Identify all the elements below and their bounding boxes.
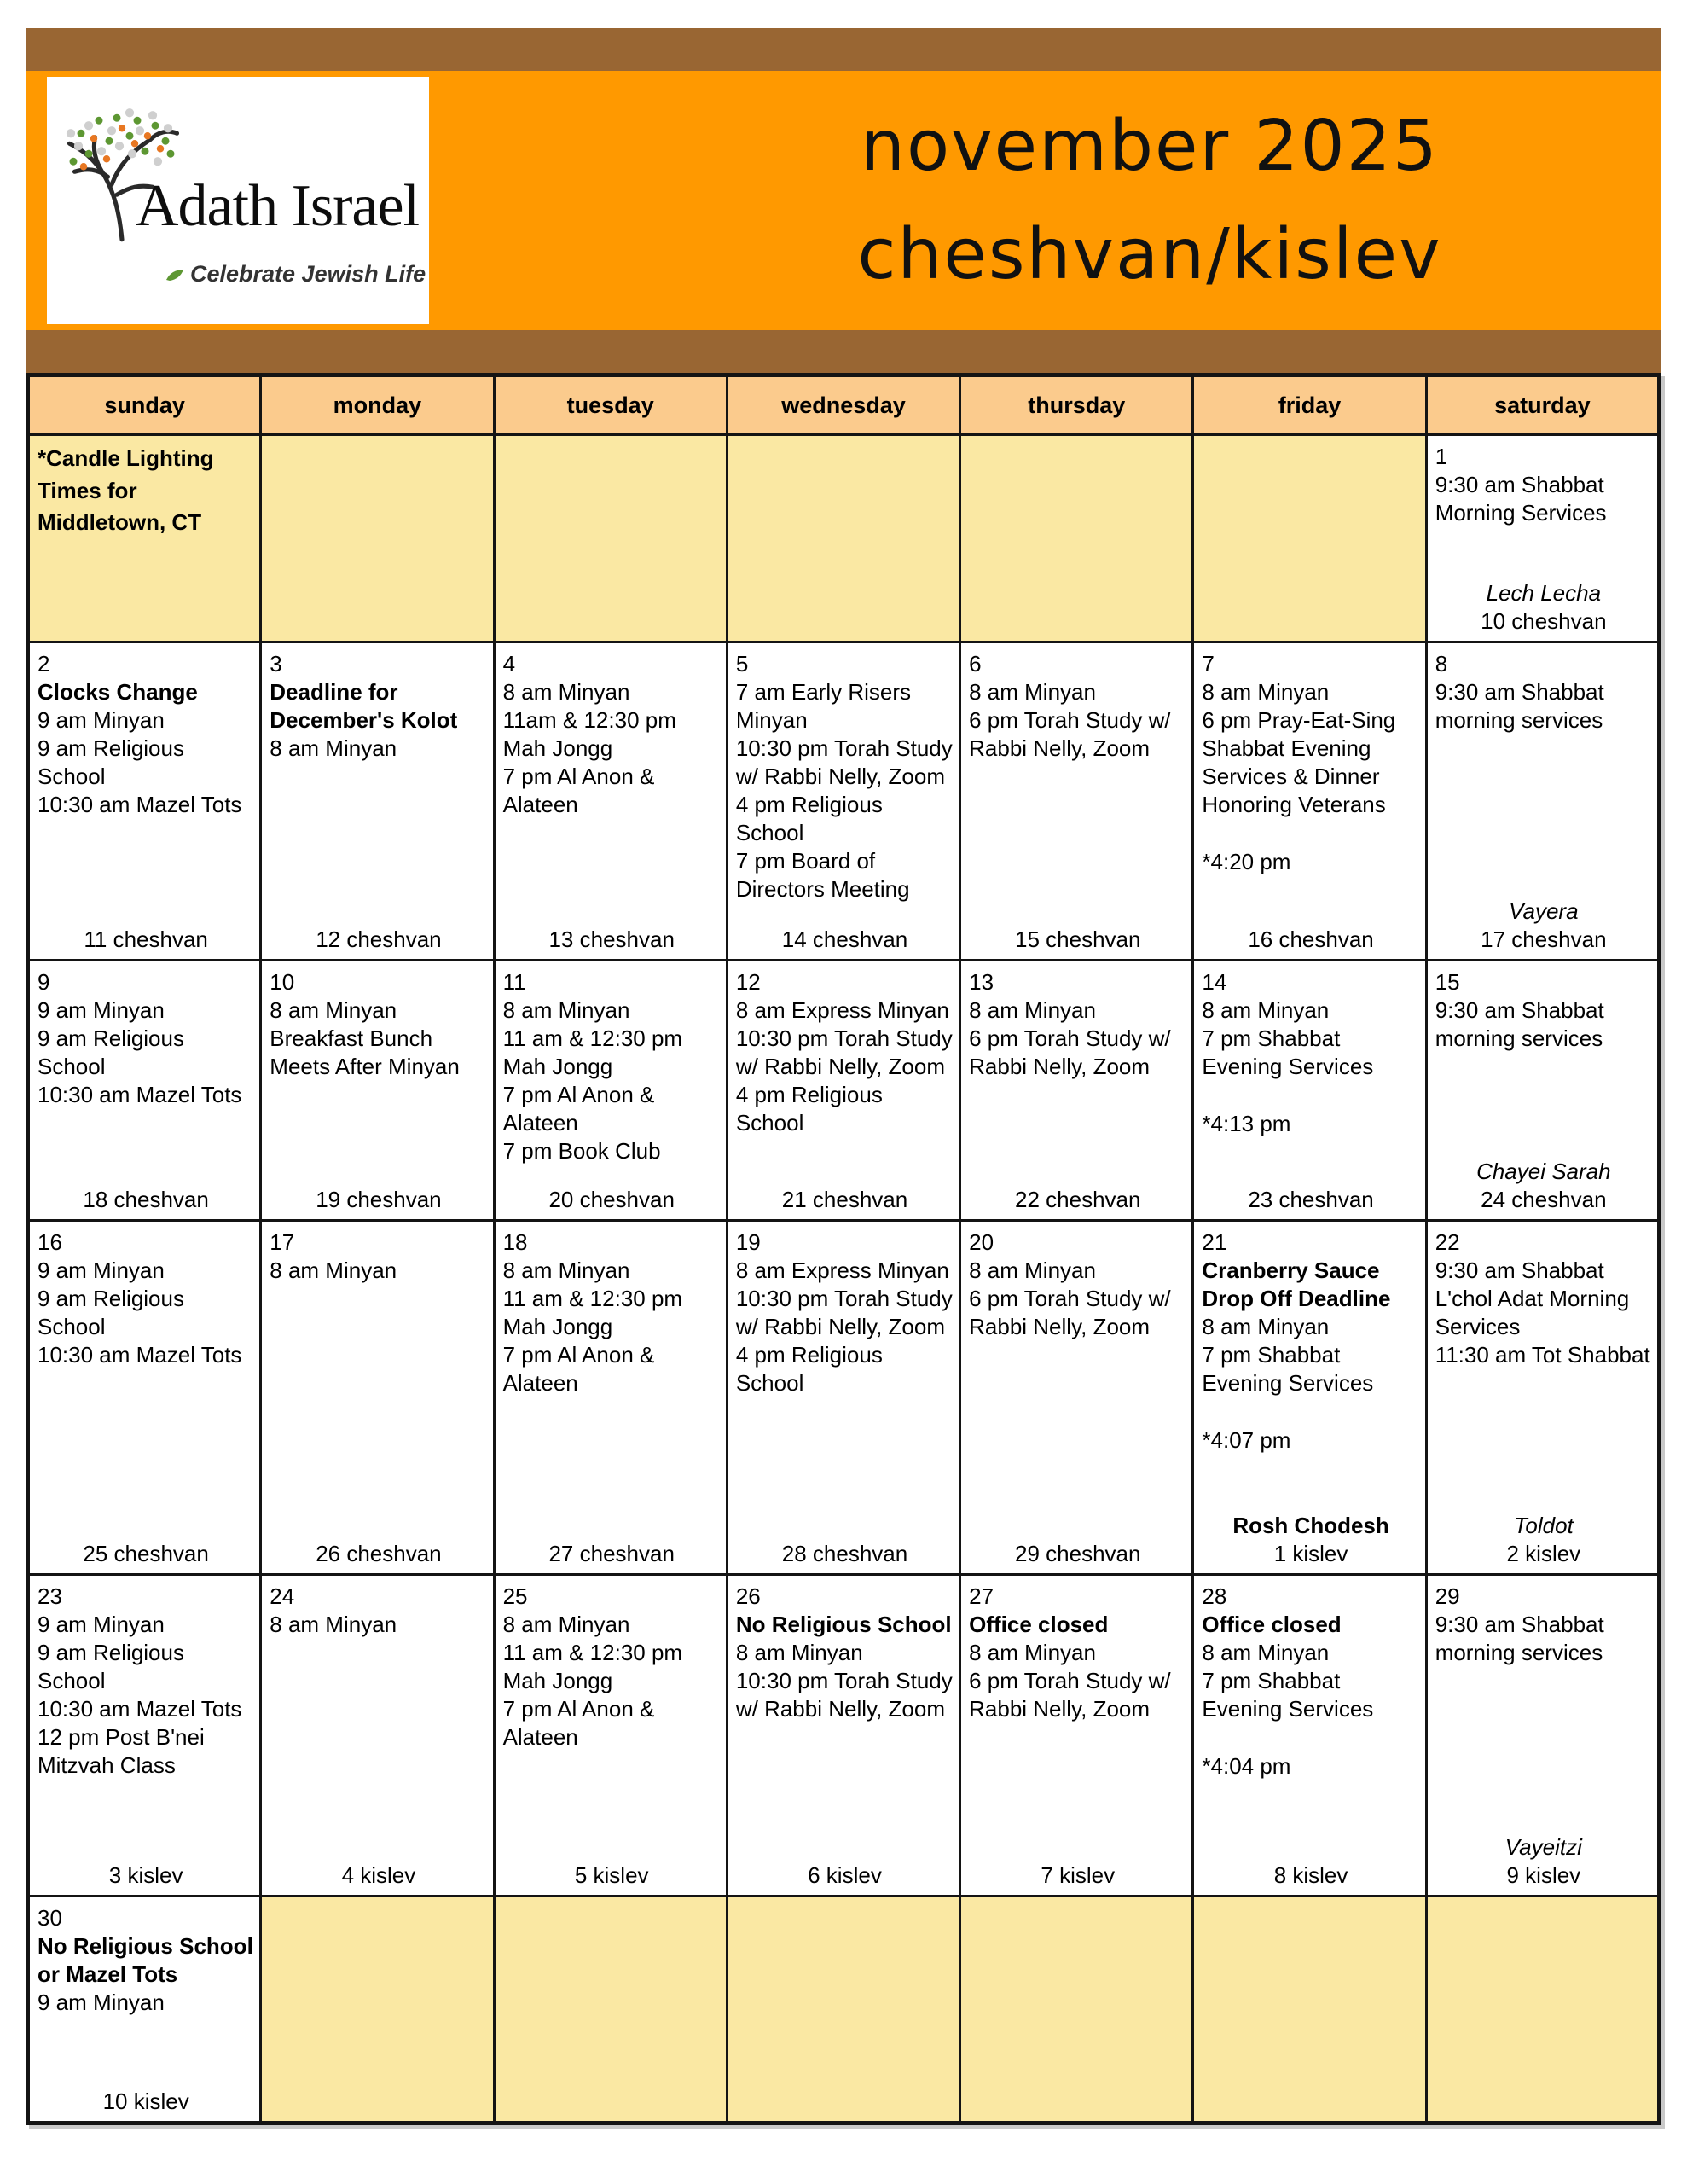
day-number: 5 <box>735 651 749 677</box>
event: 8 am Minyan <box>735 1640 863 1666</box>
event: 8 am Minyan <box>502 679 630 706</box>
candle-lighting-note: *Candle Lighting Times for Middletown, CT <box>38 445 214 536</box>
event: 6 pm Torah Study w/ Rabbi Nelly, Zoom <box>969 1668 1171 1722</box>
empty-cell <box>960 1896 1193 2123</box>
event-list <box>503 1611 721 1751</box>
event: Cranberry Sauce Drop Off Deadline <box>1202 1258 1391 1312</box>
weekday-header-sunday: sunday <box>28 375 261 435</box>
hebrew-date: 28 cheshvan <box>781 1540 908 1566</box>
event: 6 pm Torah Study w/ Rabbi Nelly, Zoom <box>969 1286 1171 1340</box>
event: 6 pm Pray-Eat-Sing Shabbat Evening Services & Dinner Honoring Veterans <box>1202 707 1396 818</box>
parsha-name: Lech Lecha <box>1486 579 1602 606</box>
cell-footer <box>38 2088 254 2116</box>
hebrew-date: 23 cheshvan <box>1248 1186 1374 1212</box>
cell-footer <box>503 1540 721 1568</box>
cell-footer <box>270 1540 487 1568</box>
hebrew-date: 3 kislev <box>108 1862 183 1888</box>
hebrew-date: 18 cheshvan <box>83 1186 209 1212</box>
candle-note-cell <box>28 435 261 642</box>
event-list <box>270 1257 487 1285</box>
hebrew-date: 1 kislev <box>1273 1540 1348 1566</box>
event: 8 am Minyan <box>502 997 630 1024</box>
event-list <box>503 678 721 819</box>
logo-tagline-row <box>165 261 426 288</box>
event: 8 am Minyan <box>502 1258 630 1284</box>
cell-footer <box>969 1186 1186 1214</box>
day-cell <box>28 1575 261 1896</box>
event: 11:30 am Tot Shabbat <box>1435 1342 1650 1368</box>
event: 9 am Religious School <box>38 735 184 790</box>
cell-footer <box>38 926 254 954</box>
day-number: 10 <box>270 969 295 995</box>
day-number: 2 <box>38 651 50 677</box>
event: 7 pm Shabbat Evening Services <box>1202 1025 1374 1080</box>
day-cell <box>727 642 959 961</box>
hebrew-date: 29 cheshvan <box>1015 1540 1141 1566</box>
event: Clocks Change <box>38 679 198 706</box>
leaf-icon <box>165 261 185 288</box>
hebrew-date: 14 cheshvan <box>781 926 908 952</box>
day-number: 29 <box>1435 1583 1460 1609</box>
day-cell <box>727 961 959 1221</box>
day-number: 27 <box>969 1583 994 1609</box>
hebrew-date: 13 cheshvan <box>548 926 675 952</box>
event: 8 am Express Minyan <box>735 997 949 1024</box>
hebrew-date: 20 cheshvan <box>548 1186 675 1212</box>
hebrew-date: 15 cheshvan <box>1015 926 1141 952</box>
event-list <box>1202 678 1419 819</box>
event-list <box>736 1611 954 1723</box>
weekday-header-thursday: thursday <box>960 375 1193 435</box>
hebrew-date: 2 kislev <box>1506 1540 1581 1566</box>
day-cell <box>960 642 1193 961</box>
event: No Religious School <box>735 1612 952 1638</box>
cell-footer <box>969 1862 1186 1890</box>
event: 9 am Minyan <box>38 1612 165 1638</box>
event: 7 pm Book Club <box>502 1138 661 1165</box>
event-list <box>736 678 954 903</box>
event: 7 pm Al Anon & Alateen <box>502 1342 655 1397</box>
cell-footer <box>503 1186 721 1214</box>
weekday-header-tuesday: tuesday <box>494 375 727 435</box>
hebrew-date: 8 kislev <box>1273 1862 1348 1888</box>
event: 9:30 am Shabbat morning services <box>1435 997 1604 1052</box>
event: 8 am Minyan <box>1202 997 1330 1024</box>
hebrew-date: 24 cheshvan <box>1481 1186 1607 1212</box>
holiday-label: Rosh Chodesh <box>1232 1512 1389 1538</box>
event-list <box>969 678 1186 763</box>
day-number: 24 <box>270 1583 295 1609</box>
day-number: 19 <box>735 1229 761 1255</box>
day-number: 6 <box>969 651 982 677</box>
event: 9:30 am Shabbat L'chol Adat Morning Services <box>1435 1258 1630 1340</box>
event: Deadline for December's Kolot <box>270 679 458 734</box>
day-number: 11 <box>502 969 526 995</box>
empty-cell <box>494 435 727 642</box>
hebrew-date: 7 kislev <box>1041 1862 1116 1888</box>
event: Office closed <box>969 1612 1109 1638</box>
event: 7 pm Al Anon & Alateen <box>502 764 655 818</box>
day-cell <box>1426 1575 1659 1896</box>
cell-footer <box>969 926 1186 954</box>
day-cell <box>28 1221 261 1575</box>
parsha-name: Vayera <box>1509 897 1579 924</box>
event: 10:30 pm Torah Study w/ Rabbi Nelly, Zoom <box>735 1668 953 1722</box>
empty-cell <box>1193 435 1426 642</box>
empty-cell <box>261 435 494 642</box>
weekday-header-wednesday: wednesday <box>727 375 959 435</box>
candle-lighting-time: *4:04 pm <box>1202 1753 1291 1780</box>
calendar-week-row <box>28 1896 1660 2123</box>
event: 7 am Early Risers Minyan <box>735 679 911 734</box>
event: 9 am Religious School <box>38 1025 184 1080</box>
event: 11am & 12:30 pm Mah Jongg <box>502 707 676 762</box>
day-cell <box>960 1575 1193 1896</box>
event-list <box>270 1611 487 1639</box>
calendar-body <box>28 435 1660 2123</box>
event: 9:30 am Shabbat morning services <box>1435 679 1604 734</box>
event-list <box>1435 996 1652 1053</box>
day-cell <box>28 642 261 961</box>
event: 9 am Minyan <box>38 1989 165 2016</box>
logo-tagline: Celebrate Jewish Life <box>190 261 426 287</box>
event: 7 pm Board of Directors Meeting <box>735 848 910 903</box>
hebrew-date: 27 cheshvan <box>548 1540 675 1566</box>
day-cell <box>1426 961 1659 1221</box>
event: 10:30 am Mazel Tots <box>38 1082 242 1108</box>
event: 11 am & 12:30 pm Mah Jongg <box>502 1640 683 1694</box>
event: 9 am Religious School <box>38 1286 184 1340</box>
weekday-header-monday: monday <box>261 375 494 435</box>
event: 8 am Express Minyan <box>735 1258 949 1284</box>
hebrew-date: 25 cheshvan <box>83 1540 209 1566</box>
cell-footer <box>38 1540 254 1568</box>
weekday-header-row <box>28 375 1660 435</box>
day-cell <box>494 1575 727 1896</box>
day-cell <box>261 1575 494 1896</box>
event: 7 pm Al Anon & Alateen <box>502 1696 655 1751</box>
hebrew-date: 10 kislev <box>102 2088 189 2114</box>
event: Breakfast Bunch Meets After Minyan <box>270 1025 460 1080</box>
calendar-week-row <box>28 961 1660 1221</box>
logo-box <box>47 77 429 324</box>
event: 11 am & 12:30 pm Mah Jongg <box>502 1286 683 1340</box>
day-cell <box>960 1221 1193 1575</box>
event: 8 am Minyan <box>1202 679 1330 706</box>
banner-titles <box>646 71 1653 330</box>
empty-cell <box>727 1896 959 2123</box>
cell-footer <box>1202 1862 1419 1890</box>
event-list <box>1202 1611 1419 1723</box>
weekday-header-saturday: saturday <box>1426 375 1659 435</box>
day-number: 26 <box>735 1583 761 1609</box>
day-number: 23 <box>38 1583 62 1609</box>
event: 7 pm Al Anon & Alateen <box>502 1082 655 1136</box>
day-number: 25 <box>502 1583 528 1609</box>
cell-footer <box>38 1862 254 1890</box>
cell-footer <box>1202 1186 1419 1214</box>
event-list <box>736 996 954 1137</box>
day-cell <box>261 1221 494 1575</box>
day-cell <box>494 961 727 1221</box>
hebrew-date: 12 cheshvan <box>316 926 442 952</box>
event: 8 am Minyan <box>270 997 397 1024</box>
cell-footer <box>1435 1512 1652 1568</box>
candle-lighting-time: *4:20 pm <box>1202 849 1291 875</box>
day-number: 4 <box>502 651 516 677</box>
day-number: 21 <box>1202 1229 1227 1255</box>
event: 10:30 pm Torah Study w/ Rabbi Nelly, Zoom <box>735 1286 953 1340</box>
event: 4 pm Religious School <box>735 792 883 846</box>
cell-footer <box>969 1540 1186 1568</box>
day-cell <box>1426 1221 1659 1575</box>
cell-footer <box>38 1186 254 1214</box>
event: 9 am Minyan <box>38 1258 165 1284</box>
event: 10:30 am Mazel Tots <box>38 1696 242 1722</box>
day-number: 16 <box>38 1229 62 1255</box>
event: 10:30 am Mazel Tots <box>38 1342 242 1368</box>
calendar-week-row <box>28 1575 1660 1896</box>
top-brown-bar <box>26 28 1661 71</box>
parsha-name: Chayei Sarah <box>1476 1158 1611 1184</box>
event: 10:30 am Mazel Tots <box>38 792 242 818</box>
event: 10:30 pm Torah Study w/ Rabbi Nelly, Zoom <box>735 1025 953 1080</box>
event-list <box>38 996 254 1109</box>
event-list <box>38 678 254 819</box>
hebrew-month-title: cheshvan/kislev <box>857 214 1442 295</box>
month-title: november 2025 <box>861 105 1439 187</box>
day-cell <box>1193 1575 1426 1896</box>
brown-divider-bar <box>26 330 1661 373</box>
day-cell <box>261 642 494 961</box>
hebrew-date: 9 kislev <box>1506 1862 1581 1888</box>
event: 9 am Minyan <box>38 707 165 734</box>
event: 10:30 pm Torah Study w/ Rabbi Nelly, Zoom <box>735 735 953 790</box>
event: 8 am Minyan <box>969 997 1096 1024</box>
event: 7 pm Shabbat Evening Services <box>1202 1668 1374 1722</box>
calendar-week-row <box>28 1221 1660 1575</box>
hebrew-date: 21 cheshvan <box>781 1186 908 1212</box>
event: 8 am Minyan <box>969 1258 1096 1284</box>
cell-footer <box>1202 926 1419 954</box>
hebrew-date: 19 cheshvan <box>316 1186 442 1212</box>
candle-lighting-time: *4:07 pm <box>1202 1427 1291 1454</box>
calendar-week-row <box>28 435 1660 642</box>
event-list <box>270 678 487 763</box>
day-cell <box>1426 435 1659 642</box>
empty-cell <box>261 1896 494 2123</box>
hebrew-date: 6 kislev <box>808 1862 882 1888</box>
event: 12 pm Post B'nei Mitzvah Class <box>38 1724 205 1779</box>
event: 4 pm Religious School <box>735 1082 883 1136</box>
hebrew-date: 26 cheshvan <box>316 1540 442 1566</box>
day-cell <box>727 1221 959 1575</box>
event: Office closed <box>1202 1612 1342 1638</box>
cell-footer <box>1435 579 1652 636</box>
day-number: 18 <box>502 1229 528 1255</box>
event-list <box>503 996 721 1165</box>
hebrew-date: 4 kislev <box>341 1862 416 1888</box>
day-number: 7 <box>1202 651 1215 677</box>
day-cell <box>28 1896 261 2123</box>
day-cell <box>1193 1221 1426 1575</box>
event: 11 am & 12:30 pm Mah Jongg <box>502 1025 683 1080</box>
header-banner <box>26 71 1661 330</box>
hebrew-date: 10 cheshvan <box>1481 607 1607 634</box>
calendar-table <box>26 373 1661 2125</box>
event: 8 am Minyan <box>969 1640 1096 1666</box>
cell-footer <box>503 926 721 954</box>
event-list <box>38 1932 254 2017</box>
event: 9:30 am Shabbat morning services <box>1435 1612 1604 1666</box>
day-number: 20 <box>969 1229 994 1255</box>
hebrew-date: 17 cheshvan <box>1481 926 1607 952</box>
event: 8 am Minyan <box>969 679 1096 706</box>
event-list <box>503 1257 721 1397</box>
event: No Religious School or Mazel Tots <box>38 1933 253 1988</box>
day-number: 3 <box>270 651 282 677</box>
event: 8 am Minyan <box>1202 1314 1330 1340</box>
day-number: 17 <box>270 1229 295 1255</box>
empty-cell <box>960 435 1193 642</box>
event: 8 am Minyan <box>502 1612 630 1638</box>
event: 8 am Minyan <box>270 735 397 762</box>
day-cell <box>494 642 727 961</box>
event: 6 pm Torah Study w/ Rabbi Nelly, Zoom <box>969 707 1171 762</box>
day-cell <box>261 961 494 1221</box>
empty-cell <box>1426 1896 1659 2123</box>
day-number: 14 <box>1202 969 1227 995</box>
cell-footer <box>503 1862 721 1890</box>
event: 6 pm Torah Study w/ Rabbi Nelly, Zoom <box>969 1025 1171 1080</box>
day-cell <box>494 1221 727 1575</box>
event-list <box>1435 1257 1652 1369</box>
event-list <box>736 1257 954 1397</box>
cell-footer <box>736 1186 954 1214</box>
cell-footer <box>1202 1512 1419 1568</box>
event-list <box>1202 996 1419 1081</box>
event-list <box>38 1611 254 1780</box>
day-number: 8 <box>1435 651 1448 677</box>
day-number: 9 <box>38 969 50 995</box>
day-number: 30 <box>38 1905 62 1931</box>
event-list <box>270 996 487 1081</box>
hebrew-date: 16 cheshvan <box>1248 926 1374 952</box>
event-list <box>969 1611 1186 1723</box>
hebrew-date: 22 cheshvan <box>1015 1186 1141 1212</box>
day-number: 15 <box>1435 969 1460 995</box>
event: 7 pm Shabbat Evening Services <box>1202 1342 1374 1397</box>
hebrew-date: 11 cheshvan <box>84 926 208 952</box>
event-list <box>38 1257 254 1369</box>
day-cell <box>727 1575 959 1896</box>
event: 8 am Minyan <box>270 1612 397 1638</box>
cell-footer <box>1435 1833 1652 1890</box>
calendar-week-row <box>28 642 1660 961</box>
candle-lighting-time: *4:13 pm <box>1202 1111 1291 1137</box>
event: 9 am Religious School <box>38 1640 184 1694</box>
event: 8 am Minyan <box>1202 1640 1330 1666</box>
event-list <box>1435 678 1652 735</box>
event-list <box>1435 471 1652 527</box>
event-list <box>1202 1257 1419 1397</box>
empty-cell <box>1193 1896 1426 2123</box>
day-cell <box>1193 642 1426 961</box>
day-number: 12 <box>735 969 761 995</box>
event: 8 am Minyan <box>270 1258 397 1284</box>
day-cell <box>1193 961 1426 1221</box>
cell-footer <box>736 1862 954 1890</box>
empty-cell <box>494 1896 727 2123</box>
empty-cell <box>727 435 959 642</box>
cell-footer <box>736 926 954 954</box>
cell-footer <box>1435 1158 1652 1214</box>
cell-footer <box>736 1540 954 1568</box>
event: 9 am Minyan <box>38 997 165 1024</box>
event-list <box>969 996 1186 1081</box>
event-list <box>969 1257 1186 1341</box>
cell-footer <box>270 1862 487 1890</box>
hebrew-date: 5 kislev <box>574 1862 649 1888</box>
weekday-header-friday: friday <box>1193 375 1426 435</box>
day-number: 13 <box>969 969 994 995</box>
parsha-name: Vayeitzi <box>1504 1833 1582 1860</box>
event: 4 pm Religious School <box>735 1342 883 1397</box>
day-number: 22 <box>1435 1229 1460 1255</box>
event: 9:30 am Shabbat Morning Services <box>1435 472 1607 526</box>
cell-footer <box>270 926 487 954</box>
logo-name: Adath Israel <box>136 173 420 239</box>
day-number: 1 <box>1435 444 1448 469</box>
day-cell <box>960 961 1193 1221</box>
event-list <box>1435 1611 1652 1667</box>
cell-footer <box>270 1186 487 1214</box>
day-cell <box>28 961 261 1221</box>
parsha-name: Toldot <box>1513 1512 1574 1538</box>
day-cell <box>1426 642 1659 961</box>
cell-footer <box>1435 897 1652 954</box>
day-number: 28 <box>1202 1583 1227 1609</box>
